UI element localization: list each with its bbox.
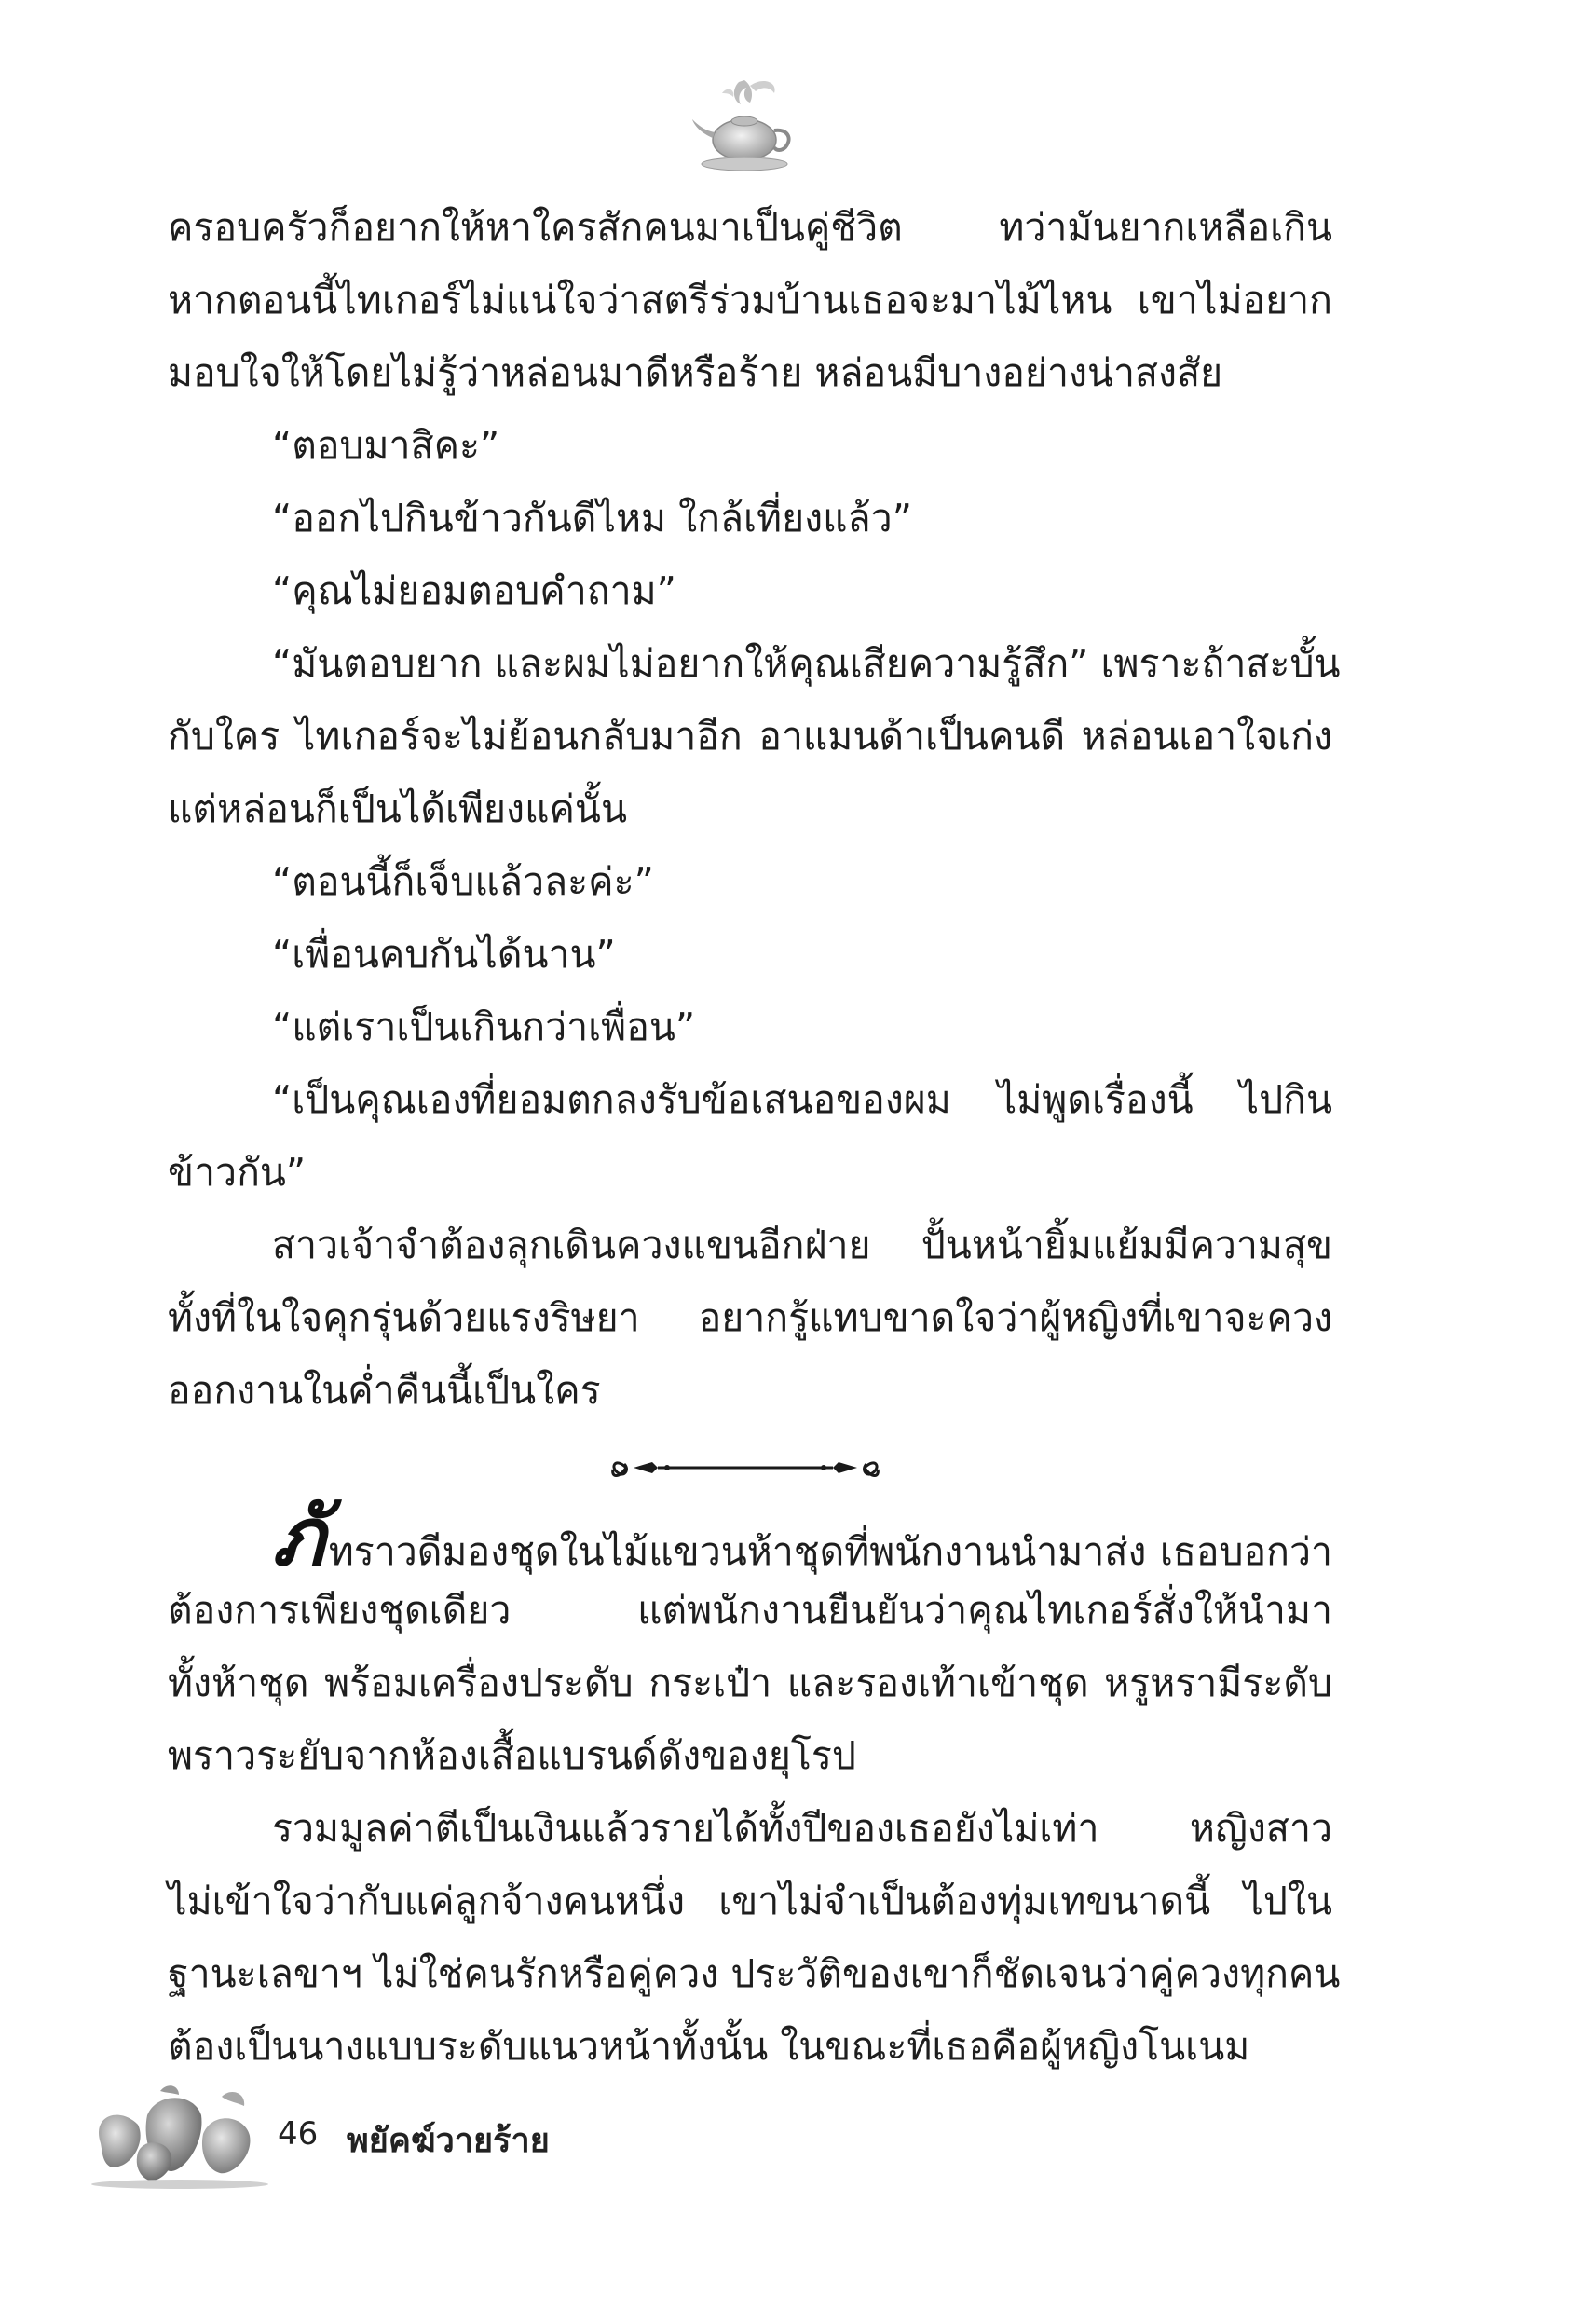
dialogue-line: “แต่เราเป็นเกินกว่าเพื่อน” <box>272 1005 696 1049</box>
drop-cap: ภั <box>272 1490 325 1584</box>
teapot-fairy-icon <box>685 73 806 175</box>
body-text <box>168 191 1341 2083</box>
text-line: รวมมูลค่าตีเป็นเงินแล้วรายได้ทั้งปีของเธอยังไม่เท่า หญิงสาว <box>272 1806 1332 1851</box>
ornamental-divider-icon <box>606 1449 885 1486</box>
text-line: มอบใจให้โดยไม่รู้ว่าหล่อนมาดีหรือร้าย หล่อนมีบางอย่างน่าสงสัย <box>168 350 1223 395</box>
dialogue-line: “ตอบมาสิคะ” <box>272 423 500 468</box>
text-line: ต้องการเพียงชุดเดียว แต่พนักงานยืนยันว่าคุณไทเกอร์สั่งให้นำมา <box>168 1588 1332 1633</box>
text-line: แต่หล่อนก็เป็นได้เพียงแค่นั้น <box>168 786 627 831</box>
section-divider <box>168 1436 1332 1501</box>
dialogue-line: “ออกไปกินข้าวกันดีไหม ใกล้เที่ยงแล้ว” <box>272 496 912 540</box>
page-footer <box>0 2078 1596 2208</box>
strawberries-icon <box>82 2078 278 2190</box>
text-line: ออกงานในค่ำคืนนี้เป็นใคร <box>168 1368 601 1413</box>
text-line: ข้าวกัน” <box>168 1150 307 1195</box>
section-opening-text: ทราวดีมองชุดในไม้แขวนห้าชุดที่พนักงานนำมาส่ง เธอบอกว่า <box>328 1529 1332 1574</box>
text-line: ต้องเป็นนางแบบระดับแนวหน้าทั้งนั้น ในขณะที่เธอคือผู้หญิงโนเนม <box>168 2024 1250 2069</box>
text-line: “มันตอบยาก และผมไม่อยากให้คุณเสียความรู้สึก” เพราะถ้าสะบั้น <box>272 641 1341 686</box>
text-line: “เป็นคุณเองที่ยอมตกลงรับข้อเสนอของผม ไม่พูดเรื่องนี้ ไปกิน <box>272 1077 1332 1122</box>
dialogue-line: “เพื่อนคบกันได้นาน” <box>272 932 616 977</box>
text-line: กับใคร ไทเกอร์จะไม่ย้อนกลับมาอีก อาแมนด้าเป็นคนดี หล่อนเอาใจเก่ง <box>168 714 1332 759</box>
text-line: ไม่เข้าใจว่ากับแค่ลูกจ้างคนหนึ่ง เขาไม่จำเป็นต้องทุ่มเทขนาดนี้ ไปใน <box>168 1879 1332 1923</box>
text-line: ทั้งห้าชุด พร้อมเครื่องประดับ กระเป๋า และรองเท้าเข้าชุด หรูหรามีระดับ <box>168 1661 1332 1705</box>
book-title: พยัคฆ์วายร้าย <box>347 2122 550 2160</box>
text-line: พราวระยับจากห้องเสื้อแบรนด์ดังของยุโรป <box>168 1733 856 1778</box>
text-line: ครอบครัวก็อยากให้หาใครสักคนมาเป็นคู่ชีวิต ทว่ามันยากเหลือเกิน <box>168 205 1332 250</box>
dialogue-line: “ตอนนี้ก็เจ็บแล้วละค่ะ” <box>272 859 654 904</box>
dialogue-line: “คุณไม่ยอมตอบคำถาม” <box>272 568 676 613</box>
page-number: 46 <box>278 2115 319 2153</box>
text-line: หากตอนนี้ไทเกอร์ไม่แน่ใจว่าสตรีร่วมบ้านเธอจะมาไม้ไหน เขาไม่อยาก <box>168 278 1332 322</box>
text-line: ทั้งที่ในใจคุกรุ่นด้วยแรงริษยา อยากรู้แทบขาดใจว่าผู้หญิงที่เขาจะควง <box>168 1295 1332 1340</box>
text-line: สาวเจ้าจำต้องลุกเดินควงแขนอีกฝ่าย ปั้นหน้ายิ้มแย้มมีความสุข <box>272 1223 1332 1267</box>
section-opening-line <box>168 1490 1332 1584</box>
text-line: ฐานะเลขาฯ ไม่ใช่คนรักหรือคู่ควง ประวัติของเขาก็ชัดเจนว่าคู่ควงทุกคน <box>168 1951 1341 1996</box>
